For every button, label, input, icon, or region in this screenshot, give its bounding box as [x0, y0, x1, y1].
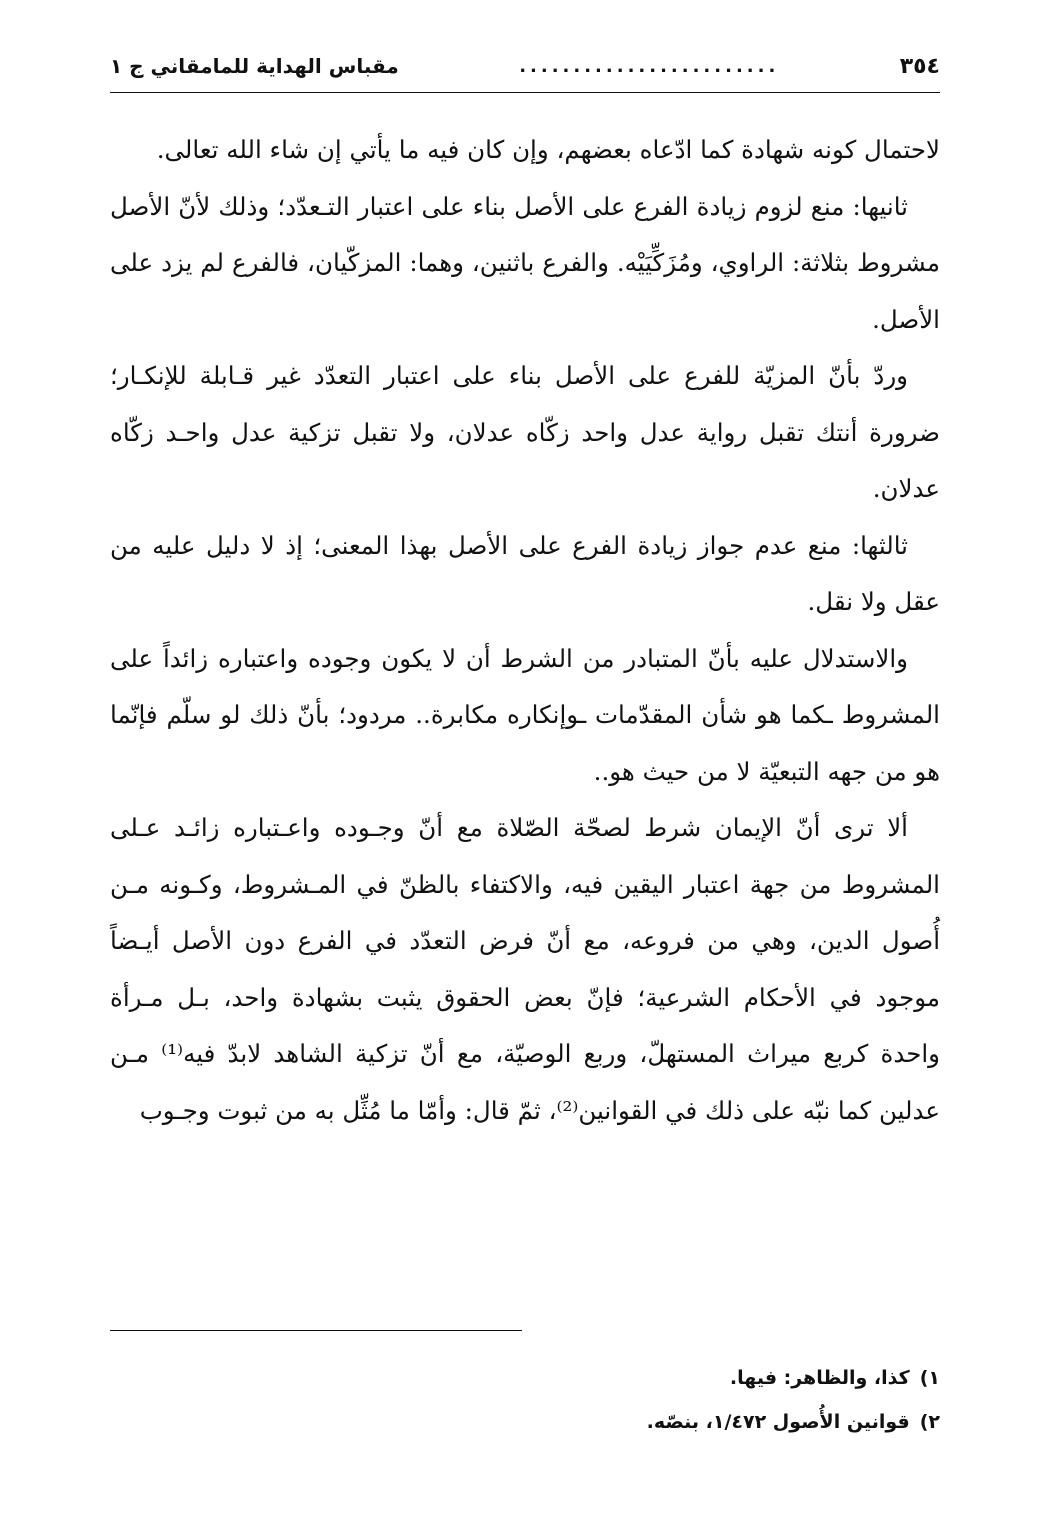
footnote-number: ٢) — [919, 1411, 940, 1433]
paragraph-example: ألا ترى أنّ الإيمان شرط لصحّة الصّلاة مع أنّ وجـوده واعـتباره زائـد عـلى المشروط من جهة اعتبار اليقين فيه، والاكتفاء بالظنّ في المـشروط، وكـونه مـن أُصول الدين، وهي من فروعه، مع أنّ فرض التعدّد في الفرع دون الأصل أيـضاً موجود في الأحكام الشرعية؛ فإنّ بعض الحقوق يثبت بشهادة واحد، بـل مـرأة واحدة كربع ميراث المستهلّ، وربع الوصيّة، مع أنّ تزكية الشاهد لابدّ فيه⁽¹⁾ مـن عدلين كما نبّه على ذلك في القوانين⁽²⁾، ثمّ قال: وأمّا ما مُثِّل به من ثبوت وجـوب — [110, 813, 940, 1125]
body-text — [110, 122, 940, 1139]
footnotes — [110, 1356, 940, 1444]
header-divider — [110, 92, 940, 93]
footnote-text: قوانين الأُصول ١/٤٧٢، بنصّه. — [646, 1411, 910, 1433]
book-page — [110, 40, 940, 1480]
running-header — [110, 46, 940, 86]
header-leader-dots: ........................ — [519, 55, 780, 77]
running-title: مقباس الهداية للمامقاني ج ١ — [110, 54, 399, 78]
paragraph-continuation: لاحتمال كونه شهادة كما ادّعاه بعضهم، وإن كان فيه ما يأتي إن شاء الله تعالى. — [156, 135, 940, 164]
footnote-text: كذا، والظاهر: فيها. — [729, 1367, 910, 1389]
paragraph-third-objection: ثالثها: منع عدم جواز زيادة الفرع على الأصل بهذا المعنى؛ إذ لا دليل عليه من عقل ولا نقل. — [110, 530, 940, 616]
paragraph-inference: والاستدلال عليه بأنّ المتبادر من الشرط أن لا يكون وجوده واعتباره زائداً على المشروط ـكما هو شأن المقدّمات ـوإنكاره مكابرة.. مردود؛ بأنّ ذلك لو سلّم فإنّما هو من جهه التبعيّة لا من حيث هو.. — [110, 643, 940, 786]
footnote-1 — [110, 1356, 940, 1400]
paragraph-second-objection: ثانيها: منع لزوم زيادة الفرع على الأصل بناء على اعتبار التـعدّد؛ وذلك لأنّ الأصل مشروط بثلاثة: الراوي، ومُزَكِّيَيْه. والفرع باثنين، وهما: المزكّيان، فالفرع لم يزد على الأصل. — [110, 191, 940, 334]
footnote-number: ١) — [919, 1367, 940, 1389]
footnote-divider — [110, 1330, 522, 1331]
page-number: ٣٥٤ — [899, 53, 940, 79]
paragraph-rebuttal: وردّ بأنّ المزيّة للفرع على الأصل بناء على اعتبار التعدّد غير قـابلة للإنكـار؛ ضرورة أنتك تقبل رواية عدل واحد زكّاه عدلان، ولا تقبل تزكية عدل واحـد زكّاه عدلان. — [110, 361, 940, 503]
footnote-2 — [110, 1400, 940, 1444]
